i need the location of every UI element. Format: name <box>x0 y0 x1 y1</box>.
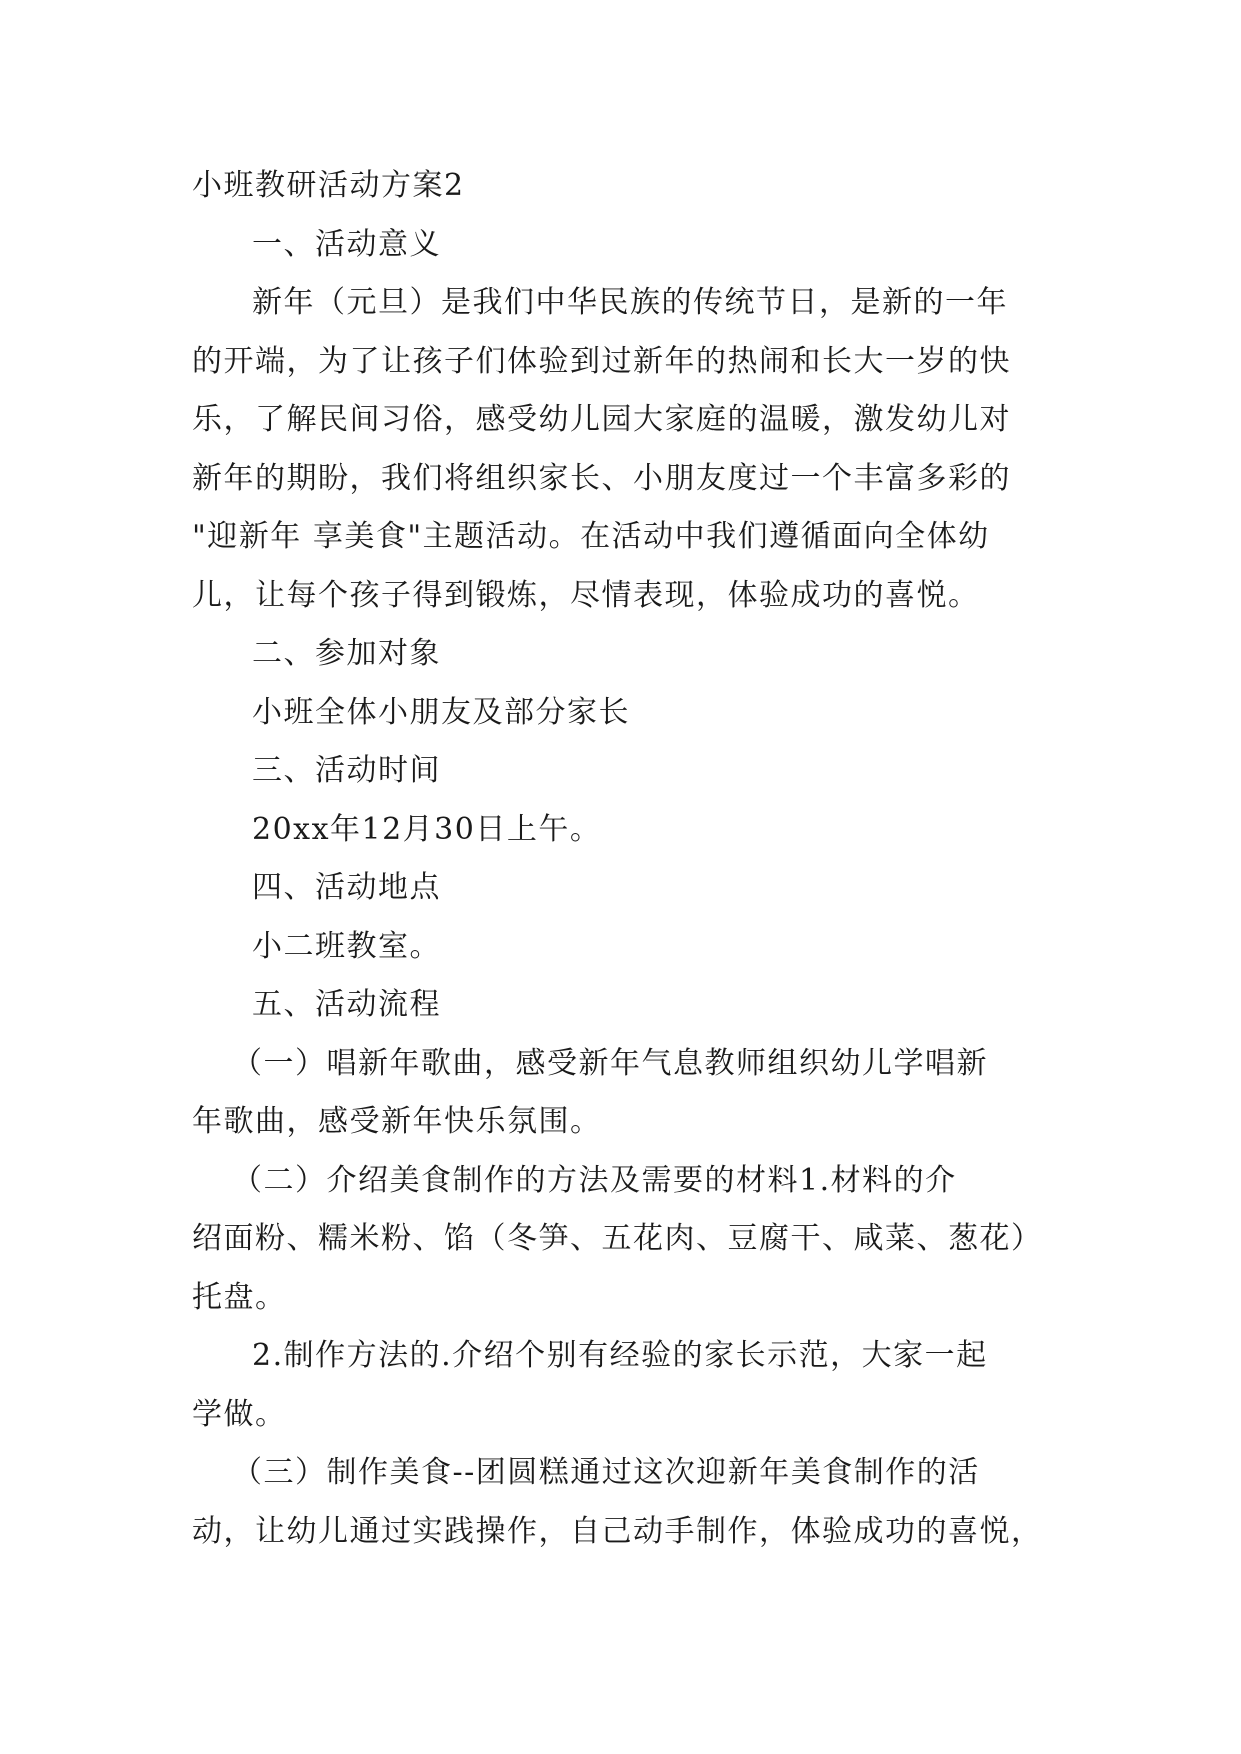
section-heading-location: 四、活动地点 <box>252 870 441 905</box>
paragraph-line: 绍面粉、糯米粉、馅（冬笋、五花肉、豆腐干、咸菜、葱花） <box>192 1221 1043 1256</box>
section-heading-significance: 一、活动意义 <box>252 226 441 262</box>
document-body <box>192 157 1050 1561</box>
paragraph-line: 年歌曲，感受新年快乐氛围。 <box>192 1104 602 1139</box>
paragraph-line: 20xx年12月30日上午。 <box>252 811 602 847</box>
paragraph-line: （一）唱新年歌曲，感受新年气息教师组织幼儿学唱新 <box>232 1045 988 1081</box>
paragraph-line: 新年的期盼，我们将组织家长、小朋友度过一个丰富多彩的 <box>192 460 1011 496</box>
section-heading-time: 三、活动时间 <box>252 753 441 788</box>
paragraph-line: "迎新年 享美食"主题活动。在活动中我们遵循面向全体幼 <box>192 519 990 554</box>
section-heading-participants: 二、参加对象 <box>252 636 441 671</box>
paragraph-line: （二）介绍美食制作的方法及需要的材料1.材料的介 <box>232 1162 957 1198</box>
paragraph-line: （三）制作美食--团圆糕通过这次迎新年美食制作的活 <box>232 1455 980 1490</box>
paragraph-line: 新年（元旦）是我们中华民族的传统节日，是新的一年 <box>252 285 1008 320</box>
paragraph-line: 乐，了解民间习俗，感受幼儿园大家庭的温暖，激发幼儿对 <box>192 402 1011 437</box>
paragraph-line: 儿，让每个孩子得到锻炼，尽情表现，体验成功的喜悦。 <box>192 577 980 613</box>
paragraph-line: 学做。 <box>192 1396 287 1432</box>
paragraph-line: 小班全体小朋友及部分家长 <box>252 694 630 730</box>
paragraph-line: 动，让幼儿通过实践操作，自己动手制作，体验成功的喜悦， <box>192 1513 1043 1549</box>
paragraph-line: 托盘。 <box>192 1279 287 1315</box>
paragraph-line: 的开端，为了让孩子们体验到过新年的热闹和长大一岁的快 <box>192 343 1011 379</box>
paragraph-line: 2.制作方法的.介绍个别有经验的家长示范，大家一起 <box>252 1338 988 1373</box>
paragraph-line: 小二班教室。 <box>252 928 441 964</box>
document-title: 小班教研活动方案2 <box>192 168 465 203</box>
section-heading-process: 五、活动流程 <box>252 987 441 1022</box>
